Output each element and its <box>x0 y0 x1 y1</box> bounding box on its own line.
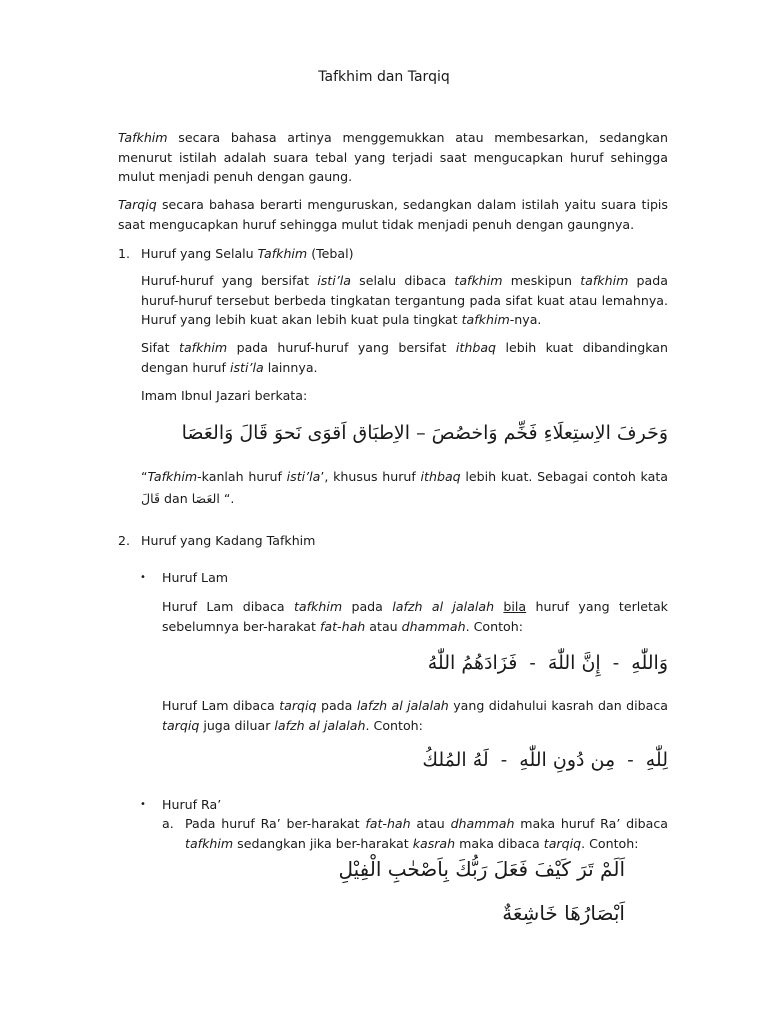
s1p2-e: lebih kuat dibandingkan dengan huruf <box>141 340 669 375</box>
arabic-word-alasa: العَصَا <box>191 491 220 506</box>
ra-a-d: atau <box>410 816 451 831</box>
section-1-heading <box>141 244 668 264</box>
lam2-d: lafzh al jalalah <box>356 698 449 713</box>
lam1-f: bila <box>503 599 527 614</box>
arabic-ra-example-1: اَلَمْ تَرَ كَيْفَ فَعَلَ رَبُّكَ بِاَصْحٰبِ الْفِيْلِ <box>338 857 625 881</box>
ra-sub-a-letter: a. <box>162 816 174 831</box>
lam2-i: . Contoh: <box>365 717 423 733</box>
section-2-number: 2. <box>118 533 131 548</box>
lam2-e: yang didahului kasrah dan dibaca <box>448 698 668 713</box>
section-1-paragraph-3: Imam Ibnul Jazari berkata: <box>141 388 308 403</box>
ra-a-f: maka huruf Ra’ dibaca <box>514 816 668 831</box>
s1p2-a: Sifat <box>141 340 180 355</box>
arabic-ra-example-2: اَبْصَارُهَا خَاشِعَةٌ <box>502 901 625 925</box>
lam-paragraph-2 <box>162 696 668 735</box>
page-title: Tafkhim dan Tarqiq <box>318 69 450 85</box>
s1p4-d: isti’la <box>286 469 321 484</box>
s1p2-f: isti’la <box>229 359 264 375</box>
lam1-c: pada <box>342 599 393 614</box>
lam1-d: lafzh al jalalah <box>392 599 495 614</box>
ra-a-g: tafkhim <box>185 835 234 851</box>
bullet-ra: • <box>140 799 146 810</box>
term-tarqiq: Tarqiq <box>118 197 157 212</box>
lam2-g: juga diluar <box>199 717 275 733</box>
arabic-lam-tarqiq-examples: لِلّٰهِ - مِن دُونِ اللّٰهِ - لَهُ المُلكُ <box>422 749 668 771</box>
s1p4-g: lebih kuat. Sebagai contoh kata <box>460 469 668 484</box>
section-1-number: 1. <box>118 246 131 261</box>
s1p1-f: tafkhim <box>580 273 629 288</box>
lam1-k: . Contoh: <box>465 618 523 634</box>
section-1-paragraph-1 <box>141 271 668 330</box>
arabic-word-qala: قَالَ <box>141 491 161 506</box>
arabic-verse-jazari: وَحَرفَ الاِستِعلَاءِ فَخِّم وَاخصُصَ – الاِطبَاق اَقوَى نَحوَ قَالَ وَالعَصَا <box>181 422 668 444</box>
lam1-g: huruf yang terletak sebelumnya ber-harakat <box>162 599 668 634</box>
s1p2-b: tafkhim <box>179 340 228 355</box>
lam1-h: fat-hah <box>319 618 366 634</box>
ra-a-h: sedangkan jika ber-harakat <box>233 835 413 851</box>
lam-paragraph-1 <box>162 597 668 636</box>
s1p1-i: -nya. <box>509 312 542 327</box>
s1p4-a: “ <box>141 469 148 484</box>
ra-a-c: fat-hah <box>365 816 411 831</box>
s1p1-g: pada huruf-huruf tersebut berbeda tingkatan tergantung pada sifat kuat atau lemahnya. Huruf yang lebih kuat akan lebih kuat pula tingkat <box>141 273 668 327</box>
s1p4-i: dan <box>160 491 192 506</box>
s1p1-c: selalu dibaca <box>350 273 455 288</box>
section-1-heading-term: Tafkhim <box>257 246 308 261</box>
s1p4-f: ithbaq <box>420 469 461 484</box>
s1p4-b: Tafkhim <box>147 469 198 484</box>
ra-a-l: . Contoh: <box>581 835 639 851</box>
s1p2-g: lainnya. <box>263 359 318 375</box>
s1p2-c: pada huruf-huruf yang bersifat <box>227 340 456 355</box>
s1p1-h: tafkhim <box>461 312 510 327</box>
lam2-b: tarqiq <box>279 698 317 713</box>
lam1-j: dhammah <box>401 618 466 634</box>
lam1-b: tafkhim <box>293 599 343 614</box>
section-1-paragraph-2 <box>141 338 668 377</box>
lam-label: Huruf Lam <box>162 570 229 585</box>
ra-a-j: maka dibaca <box>455 835 544 851</box>
intro-text-2: secara bahasa berarti menguruskan, sedangkan dalam istilah yaitu suara tipis saat mengucapkan huruf sehingga mulut tidak menjadi penuh dengan gaungnya. <box>118 197 668 232</box>
s1p4-c: -kanlah huruf <box>197 469 287 484</box>
s1p1-d: tafkhim <box>454 273 503 288</box>
ra-a-a: Pada huruf Ra’ ber-harakat <box>185 816 360 831</box>
ra-a-i: kasrah <box>412 835 456 851</box>
bullet-lam: • <box>140 572 146 583</box>
intro-paragraph-tafkhim <box>118 128 668 187</box>
s1p1-a: Huruf-huruf yang bersifat <box>141 273 318 288</box>
section-1-heading-post: (Tebal) <box>307 246 354 261</box>
s1p1-e: meskipun <box>502 273 581 288</box>
section-1-heading-pre: Huruf yang Selalu <box>141 246 258 261</box>
ra-a-k: tarqiq <box>543 835 582 851</box>
ra-label: Huruf Ra’ <box>162 797 222 812</box>
s1p4-k: “. <box>219 491 235 506</box>
lam2-c: pada <box>316 698 357 713</box>
s1p4-e: ’, khusus huruf <box>320 469 421 484</box>
section-2-heading: Huruf yang Kadang Tafkhim <box>141 533 316 548</box>
lam1-i: atau <box>365 618 402 634</box>
intro-text-1: secara bahasa artinya menggemukkan atau membesarkan, sedangkan menurut istilah adalah suara tebal yang terjadi saat mengucapkan huruf sehingga mulut menjadi penuh dengan gaung. <box>118 130 668 184</box>
arabic-lam-tafkhim-examples: وَاللّٰهِ - إِنَّ اللّٰهَ - فَزَادَهُمُ اللّٰهُ <box>427 652 668 674</box>
intro-paragraph-tarqiq <box>118 195 668 234</box>
ra-sub-a-paragraph <box>185 814 668 853</box>
section-1-paragraph-4 <box>141 466 668 510</box>
ra-a-e: dhammah <box>450 816 515 831</box>
lam2-a: Huruf Lam dibaca <box>162 698 280 713</box>
s1p2-d: ithbaq <box>455 340 497 355</box>
term-tafkhim: Tafkhim <box>118 130 168 145</box>
lam2-h: lafzh al jalalah <box>274 717 366 733</box>
lam1-a: Huruf Lam dibaca <box>162 599 294 614</box>
s1p1-b: isti’la <box>317 273 351 288</box>
lam2-f: tarqiq <box>162 717 200 733</box>
